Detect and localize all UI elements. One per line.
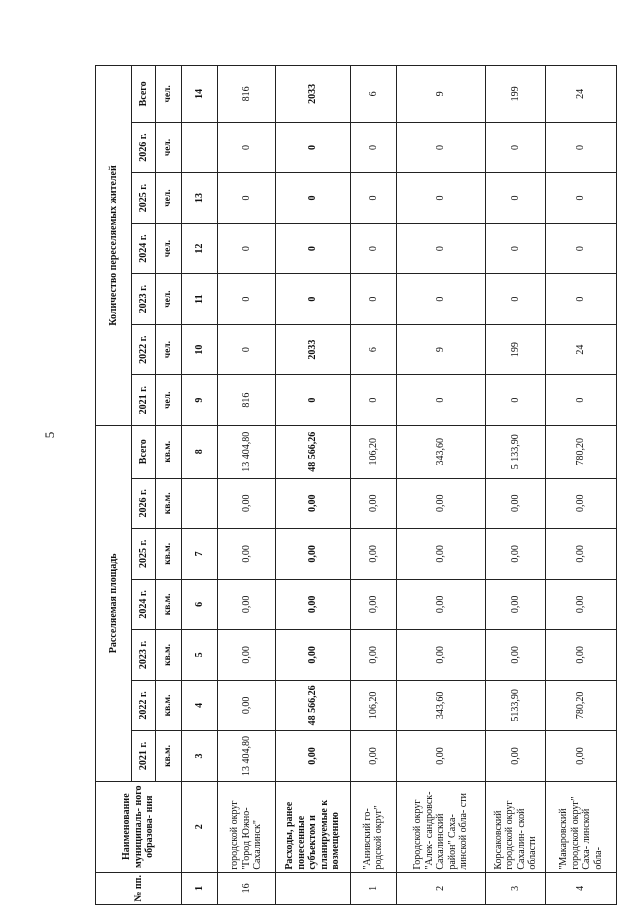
- municipality-name: "Анивский го- родской округ": [351, 781, 397, 872]
- municipality-name: "Макаровский городской округ" Саха- линской обла-: [546, 781, 617, 872]
- header-area-year: 2021 г.: [132, 731, 156, 782]
- area-value-cell: 0,00: [486, 630, 546, 681]
- residents-value-cell: 0: [396, 274, 485, 325]
- table-body: [218, 66, 617, 905]
- column-number: 12: [182, 223, 218, 274]
- table-row: [276, 66, 351, 905]
- column-number: 3: [182, 731, 218, 782]
- residents-value-cell: 199: [486, 66, 546, 123]
- residents-value-cell: 0: [486, 375, 546, 426]
- residents-value-cell: 0: [486, 122, 546, 173]
- unit-area: кв.м.: [156, 680, 182, 731]
- residents-value-cell: 0: [276, 223, 351, 274]
- column-number: 6: [182, 579, 218, 630]
- residents-value-cell: 0: [276, 375, 351, 426]
- unit-area: кв.м.: [156, 731, 182, 782]
- residents-value-cell: 2033: [276, 66, 351, 123]
- area-value-cell: 0,00: [276, 579, 351, 630]
- residents-value-cell: 24: [546, 324, 617, 375]
- residents-value-cell: 0: [546, 122, 617, 173]
- area-value-cell: 0,00: [546, 731, 617, 782]
- residents-value-cell: 0: [546, 173, 617, 224]
- residents-value-cell: 0: [396, 223, 485, 274]
- area-value-cell: 0,00: [546, 529, 617, 580]
- column-number: 11: [182, 274, 218, 325]
- area-value-cell: 0,00: [486, 478, 546, 529]
- area-value-cell: 0,00: [396, 630, 485, 681]
- resettlement-table-wrapper: [95, 65, 617, 905]
- residents-value-cell: 199: [486, 324, 546, 375]
- column-number: 2: [182, 781, 218, 872]
- header-residents-year: 2024 г.: [132, 223, 156, 274]
- column-number: 5: [182, 630, 218, 681]
- column-number: 4: [182, 680, 218, 731]
- area-value-cell: 13 404,80: [218, 425, 276, 478]
- column-number: 1: [182, 872, 218, 904]
- row-number: [276, 872, 351, 904]
- area-value-cell: 0,00: [351, 529, 397, 580]
- row-number: 16: [218, 872, 276, 904]
- residents-value-cell: 0: [546, 375, 617, 426]
- residents-value-cell: 2033: [276, 324, 351, 375]
- area-value-cell: 5133,90: [486, 680, 546, 731]
- header-residents-total: Всего: [132, 66, 156, 123]
- area-value-cell: 343,60: [396, 425, 485, 478]
- unit-area: кв.м.: [156, 529, 182, 580]
- residents-value-cell: 9: [396, 324, 485, 375]
- residents-value-cell: 24: [546, 66, 617, 123]
- column-number: 7: [182, 529, 218, 580]
- area-value-cell: 0,00: [351, 579, 397, 630]
- area-value-cell: 0,00: [486, 731, 546, 782]
- column-number: [182, 478, 218, 529]
- area-value-cell: 0,00: [396, 731, 485, 782]
- header-area-year: 2024 г.: [132, 579, 156, 630]
- area-value-cell: 0,00: [546, 630, 617, 681]
- residents-value-cell: 0: [546, 274, 617, 325]
- area-value-cell: 0,00: [351, 731, 397, 782]
- column-number: [182, 122, 218, 173]
- residents-value-cell: 0: [276, 274, 351, 325]
- residents-value-cell: 9: [396, 66, 485, 123]
- residents-value-cell: 0: [276, 173, 351, 224]
- residents-value-cell: 0: [218, 122, 276, 173]
- column-number: 9: [182, 375, 218, 426]
- area-value-cell: 0,00: [486, 579, 546, 630]
- header-residents-year: 2022 г.: [132, 324, 156, 375]
- area-value-cell: 48 566,26: [276, 680, 351, 731]
- residents-value-cell: 6: [351, 324, 397, 375]
- area-value-cell: 0,00: [218, 680, 276, 731]
- unit-people: чел.: [156, 223, 182, 274]
- unit-area: кв.м.: [156, 478, 182, 529]
- residents-value-cell: 0: [351, 223, 397, 274]
- residents-value-cell: 0: [486, 274, 546, 325]
- residents-value-cell: 6: [351, 66, 397, 123]
- header-residents-group: Количество переселяемых жителей: [96, 66, 132, 426]
- residents-value-cell: 0: [218, 324, 276, 375]
- area-value-cell: 5 133,90: [486, 425, 546, 478]
- header-area-year: 2026 г.: [132, 478, 156, 529]
- column-number: 10: [182, 324, 218, 375]
- table-row: [218, 66, 276, 905]
- row-number: 4: [546, 872, 617, 904]
- area-value-cell: 0,00: [276, 478, 351, 529]
- municipality-name: Корсаковский городской округ Сахалин- ской области: [486, 781, 546, 872]
- residents-value-cell: 816: [218, 66, 276, 123]
- header-area-total: Всего: [132, 425, 156, 478]
- header-municipality: Наименование муниципаль- ного образова- ния: [96, 781, 182, 872]
- area-value-cell: 0,00: [546, 478, 617, 529]
- table-row: [396, 66, 485, 905]
- unit-area: кв.м.: [156, 425, 182, 478]
- header-residents-year: 2026 г.: [132, 122, 156, 173]
- residents-value-cell: 0: [396, 122, 485, 173]
- residents-value-cell: 0: [396, 375, 485, 426]
- municipality-name: Городской округ "Алек- сандровск- Сахалинский район" Саха- линской обла- сти: [396, 781, 485, 872]
- unit-area: кв.м.: [156, 579, 182, 630]
- area-value-cell: 13 404,80: [218, 731, 276, 782]
- residents-value-cell: 0: [486, 223, 546, 274]
- area-value-cell: 0,00: [276, 529, 351, 580]
- resettlement-table: [95, 65, 617, 905]
- residents-value-cell: 0: [546, 223, 617, 274]
- area-value-cell: 0,00: [351, 630, 397, 681]
- unit-area: кв.м.: [156, 630, 182, 681]
- column-number: 14: [182, 66, 218, 123]
- residents-value-cell: 0: [218, 274, 276, 325]
- area-value-cell: 780,20: [546, 425, 617, 478]
- unit-people: чел.: [156, 66, 182, 123]
- municipality-name: Расходы, ранее понесенные субъектом и планируемые к возмещению: [276, 781, 351, 872]
- residents-value-cell: 0: [218, 173, 276, 224]
- residents-value-cell: 0: [218, 223, 276, 274]
- area-value-cell: 0,00: [396, 579, 485, 630]
- residents-value-cell: 0: [276, 122, 351, 173]
- area-value-cell: 0,00: [546, 579, 617, 630]
- area-value-cell: 0,00: [396, 478, 485, 529]
- area-value-cell: 0,00: [218, 630, 276, 681]
- area-value-cell: 48 566,26: [276, 425, 351, 478]
- header-area-year: 2025 г.: [132, 529, 156, 580]
- column-number: 8: [182, 425, 218, 478]
- area-value-cell: 780,20: [546, 680, 617, 731]
- area-value-cell: 0,00: [218, 579, 276, 630]
- header-area-year: 2023 г.: [132, 630, 156, 681]
- unit-people: чел.: [156, 375, 182, 426]
- residents-value-cell: 816: [218, 375, 276, 426]
- header-residents-year: 2023 г.: [132, 274, 156, 325]
- column-number: 13: [182, 173, 218, 224]
- municipality-name: городской округ "Город Южно- Сахалинск": [218, 781, 276, 872]
- area-value-cell: 0,00: [486, 529, 546, 580]
- residents-value-cell: 0: [486, 173, 546, 224]
- unit-people: чел.: [156, 274, 182, 325]
- unit-people: чел.: [156, 324, 182, 375]
- header-number: № пп.: [96, 872, 182, 904]
- area-value-cell: 106,20: [351, 680, 397, 731]
- unit-people: чел.: [156, 122, 182, 173]
- header-residents-year: 2021 г.: [132, 375, 156, 426]
- residents-value-cell: 0: [351, 122, 397, 173]
- table-row: [486, 66, 546, 905]
- residents-value-cell: 0: [351, 173, 397, 224]
- area-value-cell: 0,00: [218, 529, 276, 580]
- area-value-cell: 0,00: [276, 630, 351, 681]
- area-value-cell: 0,00: [351, 478, 397, 529]
- residents-value-cell: 0: [351, 375, 397, 426]
- area-value-cell: 106,20: [351, 425, 397, 478]
- area-value-cell: 0,00: [276, 731, 351, 782]
- table-row: [351, 66, 397, 905]
- header-area-year: 2022 г.: [132, 680, 156, 731]
- row-number: 1: [351, 872, 397, 904]
- table-row: [546, 66, 617, 905]
- header-area-group: Расселяемая площадь: [96, 425, 132, 781]
- area-value-cell: 0,00: [218, 478, 276, 529]
- area-value-cell: 343,60: [396, 680, 485, 731]
- header-residents-year: 2025 г.: [132, 173, 156, 224]
- page-number: 5: [42, 431, 57, 439]
- residents-value-cell: 0: [351, 274, 397, 325]
- area-value-cell: 0,00: [396, 529, 485, 580]
- row-number: 2: [396, 872, 485, 904]
- row-number: 3: [486, 872, 546, 904]
- unit-people: чел.: [156, 173, 182, 224]
- residents-value-cell: 0: [396, 173, 485, 224]
